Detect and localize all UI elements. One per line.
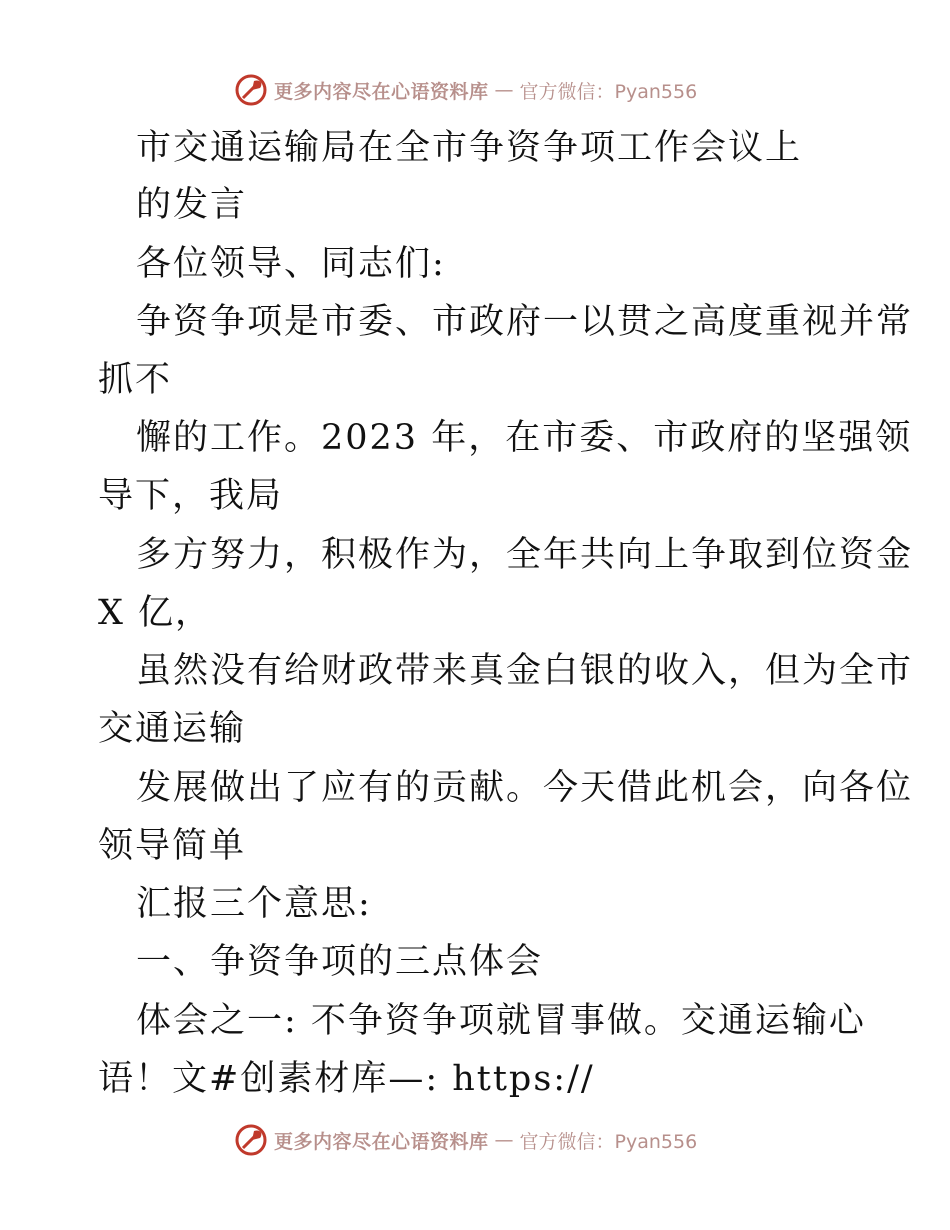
banner-wechat-text: 官方微信：Pyan556: [519, 80, 698, 103]
quill-logo-icon: [234, 1123, 268, 1157]
body-line: 争资争项是市委、市政府一以贯之高度重视并常: [136, 302, 914, 342]
body-line: 抓不: [98, 360, 173, 400]
body-line: 体会之一: 不争资争项就冒事做。交通运输心: [136, 1001, 866, 1041]
header-watermark-banner: [234, 72, 697, 108]
body-line: 发展做出了应有的贡献。今天借此机会，向各位: [136, 768, 914, 808]
banner-separator: —: [494, 79, 514, 101]
body-line: 导下，我局: [98, 476, 284, 516]
quill-logo-icon: [234, 73, 268, 107]
document-title-line-2: 的发言: [136, 185, 248, 225]
body-line: 领导简单: [98, 826, 247, 866]
salutation-line: 各位领导、同志们:: [136, 244, 446, 284]
body-line: 多方努力，积极作为，全年共向上争取到位资金: [136, 535, 914, 575]
body-line: X 亿，: [98, 593, 213, 633]
body-line: 懈的工作。2023 年，在市委、市政府的坚强领: [136, 418, 913, 458]
body-line: 交通运输: [98, 709, 247, 749]
section-heading: 一、争资争项的三点体会: [136, 942, 544, 982]
footer-watermark-banner: [234, 1122, 697, 1158]
body-line: 虽然没有给财政带来真金白银的收入，但为全市: [136, 651, 914, 691]
banner-separator: —: [494, 1129, 514, 1151]
body-line: 语！文#创素材库—: https://: [98, 1059, 595, 1099]
banner-site-text: 更多内容尽在心语资料库: [274, 80, 489, 103]
body-line: 汇报三个意思:: [136, 884, 372, 924]
banner-wechat-text: 官方微信：Pyan556: [519, 1130, 698, 1153]
banner-site-text: 更多内容尽在心语资料库: [274, 1130, 489, 1153]
document-title-line-1: 市交通运输局在全市争资争项工作会议上: [136, 128, 803, 168]
